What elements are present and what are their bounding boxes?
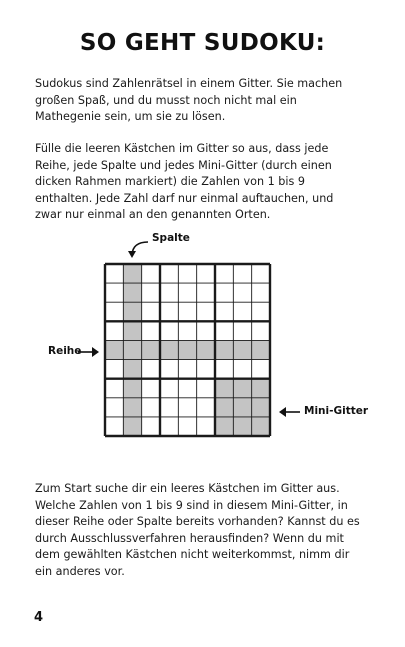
- start-paragraph: Zum Start suche dir ein leeres Kästchen im Gitter aus. Welche Zahlen von 1 bis 9 sind in diesem Mini-Gitter, in dieser Reihe oder Spalte bereits vorhanden? Kannst du es durch Ausschlussverfahren herausfinden? Wenn du mit dem gewählten Kästchen nicht weiterkommst, nimm dir ein anderes vor.: [35, 482, 360, 578]
- page-number: 4: [34, 610, 44, 625]
- page-title: SO GEHT SUDOKU:: [79, 30, 326, 56]
- highlighted-row: [105, 340, 270, 359]
- intro-paragraph: Sudokus sind Zahlenrätsel in einem Gitter. Sie machen großen Spaß, und du musst noch nicht mal ein Mathegenie sein, um sie zu lösen.: [35, 77, 343, 123]
- column-arrow-icon: [122, 236, 150, 260]
- sudoku-grid: [103, 262, 272, 438]
- column-label: Spalte: [152, 232, 190, 244]
- row-label: Reihe: [48, 345, 82, 357]
- minigrid-label: Mini-Gitter: [304, 405, 369, 417]
- rules-paragraph: Fülle die leeren Kästchen im Gitter so aus, dass jede Reihe, jede Spalte und jedes Mini-Gitter (durch einen dicken Rahmen markiert) die Zahlen von 1 bis 9 enthalten. Jede Zahl darf nur einmal auftauchen, und zwar nur einmal an den genannten Orten.: [35, 142, 334, 221]
- highlighted-minigrid: [215, 379, 270, 436]
- sudoku-grid-drawing: [103, 262, 272, 438]
- minigrid-arrow-icon: [278, 405, 300, 419]
- row-arrow-icon: [78, 345, 100, 359]
